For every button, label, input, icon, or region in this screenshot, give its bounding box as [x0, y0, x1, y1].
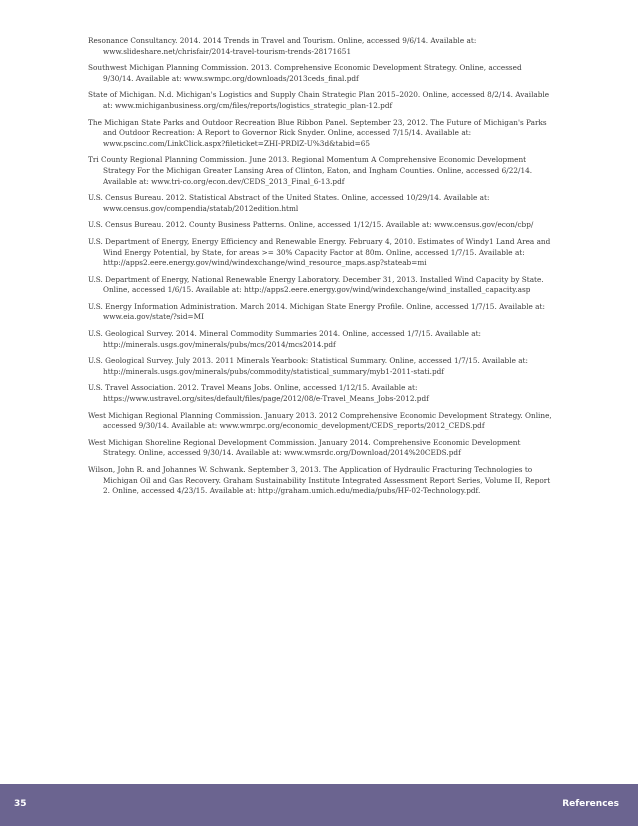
reference-text: U.S. Census Bureau. 2012. Statistical Abstract of the United States. Online, accessed 10/29/14. Available at: www.census.gov/compendia/statab/2012edition.html — [88, 193, 490, 213]
reference-item — [88, 411, 553, 432]
reference-text: Tri County Regional Planning Commission. June 2013. Regional Momentum A Comprehensive Economic Development Strategy For the Michigan Greater Lansing Area of Clinton, Eaton, and Ingham Counties. Online, accessed 6/22/14. Available at: www.tri-co.org/econ.dev/CEDS_2013_Final_6-13.pdf — [88, 155, 533, 186]
reference-text: West Michigan Shoreline Regional Development Commission. January 2014. Comprehensive Economic Development Strategy. Online, accessed 9/30/14. Available at: www.wmsrdc.org/Download/2014%20CEDS.pdf — [88, 437, 521, 458]
reference-item — [88, 193, 553, 214]
reference-item — [88, 329, 553, 350]
reference-item — [88, 465, 553, 497]
reference-item — [88, 63, 553, 84]
page-number: 35 — [14, 799, 27, 809]
reference-text: U.S. Energy Information Administration. March 2014. Michigan State Energy Profile. Online, accessed 1/7/15. Available at: www.eia.gov/state/?sid=MI — [88, 301, 545, 322]
reference-text: State of Michigan. N.d. Michigan's Logistics and Supply Chain Strategic Plan 2015–2020. Online, accessed 8/2/14. Available at: www.michiganbusiness.org/cm/files/reports/logistics_strategic_plan-12.pdf — [88, 90, 550, 110]
reference-item — [88, 90, 553, 111]
reference-text: U.S. Geological Survey. July 2013. 2011 Minerals Yearbook: Statistical Summary. Online, accessed 1/7/15. Available at: http://minerals.usgs.gov/minerals/pubs/commodity/statistical_summary/myb1-2011-stati.pdf — [88, 356, 528, 376]
reference-item — [88, 383, 553, 404]
reference-item — [88, 275, 553, 296]
reference-text: U.S. Geological Survey. 2014. Mineral Commodity Summaries 2014. Online, accessed 1/7/15. Available at: http://minerals.usgs.gov/minerals/pubs/mcs/2014/mcs2014.pdf — [88, 329, 481, 349]
reference-item — [88, 438, 553, 459]
reference-item — [88, 220, 553, 231]
reference-text: Southwest Michigan Planning Commission. 2013. Comprehensive Economic Development Strategy. Online, accessed 9/30/14. Available at: www.swmpc.org/downloads/2013ceds_final.pdf — [88, 63, 522, 83]
reference-text: The Michigan State Parks and Outdoor Recreation Blue Ribbon Panel. September 23, 2012. The Future of Michigan's Parks and Outdoor Recreation: A Report to Governor Rick Snyder. Online, accessed 7/15/14. Available at: www.pscinc.com/LinkClick.aspx?fileticket=ZHI-PRDlZ-U%3d&tabid=65 — [88, 117, 547, 148]
reference-item — [88, 155, 553, 187]
reference-text: U.S. Department of Energy, National Renewable Energy Laboratory. December 31, 2013. Installed Wind Capacity by State. Online, accessed 1/6/15. Available at: http://apps2.eere.energy.gov/wind/windexchange/wind_installed_capacity.asp — [88, 274, 544, 295]
reference-item — [88, 302, 553, 323]
reference-item — [88, 237, 553, 269]
reference-text: U.S. Travel Association. 2012. Travel Means Jobs. Online, accessed 1/12/15. Available at: https://www.ustravel.org/sites/default/files/page/2012/08/e-Travel_Means_Jobs-2012.pdf — [88, 383, 429, 404]
section-label: References — [562, 799, 619, 809]
reference-item — [88, 36, 553, 57]
reference-text: U.S. Census Bureau. 2012. County Business Patterns. Online, accessed 1/12/15. Available at: www.census.gov/econ/cbp/ — [88, 220, 534, 230]
reference-text: Wilson, John R. and Johannes W. Schwank. September 3, 2013. The Application of Hydraulic Fracturing Technologies to Michigan Oil and Gas Recovery. Graham Sustainability Institute Integrated Assessment Report Series, Volume II, Report 2. Online, accessed 4/23/15. Available at: http://graham.umich.edu/media/pubs/HF-02-Technology.pdf. — [88, 465, 551, 496]
reference-item — [88, 356, 553, 377]
reference-item — [88, 118, 553, 150]
reference-text: U.S. Department of Energy, Energy Efficiency and Renewable Energy. February 4, 2010. Estimates of Windy1 Land Area and Wind Energy Potential, by State, for areas >= 30% Capacity Factor at 80m. Online, accessed 1/7/15. Available at: http://apps2.eere.energy.gov/wind/windexchange/wind_resource_maps.asp?stateab=mi — [88, 236, 551, 268]
reference-text: Resonance Consultancy. 2014. 2014 Trends in Travel and Tourism. Online, accessed 9/6/14. Available at: www.slideshare.net/chrisfair/2014-travel-tourism-trends-28171651 — [88, 36, 477, 56]
page-footer — [0, 784, 638, 826]
reference-list — [88, 36, 553, 503]
reference-text: West Michigan Regional Planning Commission. January 2013. 2012 Comprehensive Economic Development Strategy. Online, accessed 9/30/14. Available at: www.wmrpc.org/economic_development/CEDS_reports/2012_CEDS.pdf — [88, 410, 552, 431]
